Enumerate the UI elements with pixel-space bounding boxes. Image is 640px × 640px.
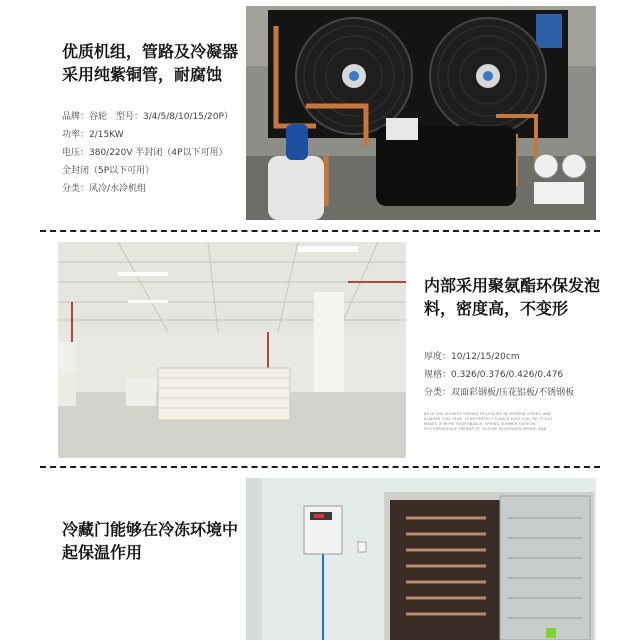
fine-print-line: YOU EXPERIENCE TRENDS OF LEISURE IN MODERN SPRING AND (424, 427, 547, 431)
spec-hermetic: 全封闭（5P以下可用） (62, 166, 155, 176)
fine-print-line: MAKES IT MORE FASHIONABLE. SPRING SUMMER FASHION (424, 422, 536, 426)
panel-spec-list (424, 348, 614, 402)
fan-left-icon (296, 18, 412, 134)
spec-size: 规格：0.326/0.376/0.426/0.476 (424, 370, 564, 380)
spec-panel-type: 分类：双面彩钢板/压花铝板/不锈钢板 (424, 388, 575, 398)
condensing-unit-section (0, 0, 640, 228)
spec-voltage: 电压：380/220V 半封闭（4P以下可用） (62, 148, 228, 158)
cold-room-door-photo (246, 478, 596, 640)
spec-category: 分类：风冷/水冷机组 (62, 184, 147, 194)
spec-power: 功率：2/15KW (62, 130, 124, 140)
insulation-panel-section (0, 236, 640, 464)
section2-title: 内部采用聚氨酯环保发泡料，密度高，不变形 (424, 276, 601, 318)
section3-title: 冷藏门能够在冷冻环境中起保温作用 (62, 520, 239, 562)
decorative-fine-print (424, 412, 599, 432)
fine-print-line: BE IN THE HIGHEST TRENDS OF LEISURE IN MODERN SPRING AND (424, 412, 552, 416)
section-divider-1 (40, 230, 600, 232)
fine-print-line: SUMMER THIS YEAR. YOUR PERFECT CHOICE HAVE FUN TRY IT OUT (424, 417, 553, 421)
cold-room-door-section (0, 472, 640, 640)
warehouse-panels-photo (58, 242, 406, 458)
section-divider-2 (40, 466, 600, 468)
spec-brand-model: 品牌：谷轮 型号：3/4/5/8/10/15/20P） (62, 112, 233, 122)
section1-title: 优质机组，管路及冷凝器采用纯紫铜管，耐腐蚀 (62, 42, 239, 84)
unit-spec-list (62, 108, 242, 198)
condensing-unit-photo (246, 6, 596, 220)
spec-thickness: 厚度：10/12/15/20cm (424, 352, 520, 362)
